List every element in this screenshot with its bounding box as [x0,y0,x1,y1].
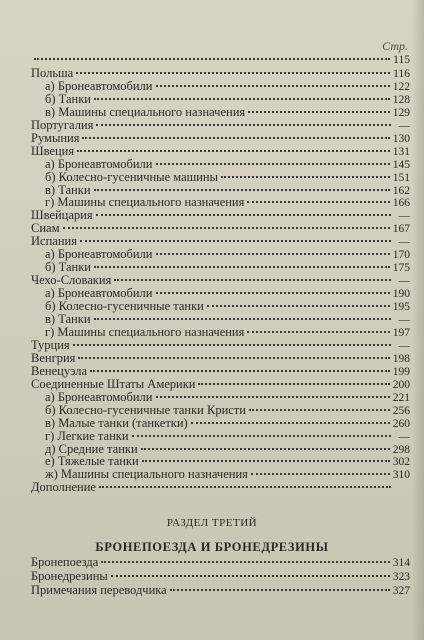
section-entry-page: 323 [392,571,410,583]
toc-entry [31,352,410,365]
toc-entry-label: д) Средние танки [45,441,138,456]
toc-entry-page: 175 [392,262,410,275]
toc-entry [45,196,410,209]
toc-entry [31,54,410,67]
dot-leader [114,279,391,281]
section-entry-page: 327 [392,585,410,597]
toc-entry-label: в) Малые танки (танкетки) [45,415,188,430]
toc-entry-page: 199 [392,365,410,378]
dot-leader [221,176,390,178]
toc-entry-page: 116 [393,68,410,80]
toc-entry-label: а) Бронеавтомобили [45,247,153,262]
toc-entry [31,378,410,391]
toc-entry-page: 190 [392,288,410,301]
toc-entry [31,209,410,222]
toc-entry-page: 130 [392,132,410,145]
toc-entry [45,171,410,184]
toc-entry-label: Португалия [31,117,94,132]
toc-entry [31,365,410,378]
dot-leader [96,124,391,126]
dot-leader [156,396,390,398]
section-number: РАЗДЕЛ ТРЕТИЙ [166,517,258,529]
toc-entry-label: Дополнение [31,480,96,495]
toc-entry [31,339,410,352]
dot-leader [94,189,390,191]
toc-entry [45,468,410,481]
dot-leader [96,214,391,216]
toc-entry-page: — [398,314,410,326]
dot-leader [247,201,389,203]
section-toc-entry [31,556,410,569]
toc-entry-label: е) Тяжелые танки [45,454,139,469]
toc-entry-page: — [398,430,410,443]
toc-entry-page: — [398,210,410,223]
toc-entry-page: 221 [392,391,410,404]
section-toc-entry [31,570,410,583]
toc-entry-label: Румыния [31,130,80,145]
toc-entry-label: Польша [31,66,74,80]
dot-leader [111,575,390,577]
toc-entry-label: Венгрия [31,350,76,365]
toc-entry-label: б) Танки [45,260,91,275]
toc-entry-label: Швейцария [31,208,93,223]
dot-leader [63,227,390,229]
toc-entry [45,404,410,417]
toc-entry [45,93,410,106]
toc-entry [45,158,410,171]
toc-entry-label: а) Бронеавтомобили [45,389,153,404]
toc-entry-page: 166 [392,197,410,210]
dot-leader [141,448,390,450]
toc-entry-page: 167 [392,223,410,236]
page-column-header: Стр. [382,39,408,53]
dot-leader [94,318,391,320]
toc-entry-label: Испания [31,234,77,249]
dot-leader [101,561,389,563]
toc-entry-label: в) Танки [45,312,91,326]
toc-entry-label: г) Машины специального назначения [45,324,245,339]
toc-entry [45,80,410,93]
dot-leader [132,435,391,437]
toc-entry-page: 256 [392,404,410,417]
toc-entry-page: — [398,339,410,352]
toc-entry [31,119,410,132]
toc-entry-page: 131 [392,145,410,158]
section-entry-label: Бронедрезины [31,569,108,583]
toc-entry [45,248,410,261]
section-entry-label: Примечания переводчика [31,583,167,597]
toc-entry-label: г) Машины специального назначения [45,195,245,210]
dot-leader [191,422,390,424]
toc-entry-page: 260 [392,417,410,430]
toc-entry-page: — [398,275,410,288]
toc-entry-page: 198 [392,352,410,365]
dot-leader [156,163,390,165]
toc-entry [31,132,410,145]
dot-leader [77,150,390,152]
toc-entry-label: а) Бронеавтомобили [45,78,153,93]
section-entry-label: Бронепоезда [31,555,99,569]
dot-leader [251,473,390,475]
toc-entry-label: в) Танки [45,182,91,197]
toc-entry-page: — [398,236,410,249]
dot-leader [198,383,389,385]
dot-leader [80,240,391,242]
toc-entry [31,145,410,158]
toc-entry [31,481,410,494]
dot-leader [94,266,390,268]
toc-entry-page: 129 [392,106,410,119]
dot-leader [73,344,391,346]
dot-leader [170,589,390,591]
section-toc-entry [31,584,410,597]
toc-entry-page: 162 [392,184,410,197]
toc-entry-label: б) Колесно-гусеничные машины [45,169,219,184]
dot-leader [78,357,389,359]
toc-entry-label: б) Колесно-гусеничные танки Кристи [45,402,246,417]
toc-entry [45,326,410,339]
toc-entry [45,300,410,313]
toc-entry-label: Чехо-Словакия [31,273,112,288]
dot-leader [207,305,390,307]
page-edge-shadow [412,0,424,640]
toc-entry-page: 298 [392,443,410,456]
toc-entry-label: Соединенные Штаты Америки [31,376,196,391]
toc-entry-page: 310 [392,469,410,482]
dot-leader [156,85,390,87]
dot-leader [82,137,389,139]
toc-entry-label: Сиам [31,221,60,236]
toc-entry-page: 122 [392,80,410,93]
dot-leader [156,292,390,294]
section-entry-page: 314 [392,557,410,569]
dot-leader [142,460,390,462]
dot-leader [248,111,390,113]
toc-entry-page: 128 [392,93,410,106]
toc-entry-page: 151 [392,171,410,184]
toc-entry-page: 145 [392,158,410,171]
toc-entry [45,391,410,404]
dot-leader [156,253,390,255]
dot-leader [99,486,391,488]
dot-leader [94,98,390,100]
toc-entry-label: в) Машины специального назначения [45,104,246,119]
dot-leader [76,72,390,74]
toc-entry [31,222,410,235]
toc-entry-label: Швеция [31,143,75,158]
toc-entry-label: а) Бронеавтомобили [45,156,153,171]
toc-entry-page: — [398,119,410,132]
toc-entry-label: Турция [31,337,70,352]
toc-entry-page: 197 [392,326,410,339]
section-heading: БРОНЕПОЕЗДА И БРОНЕДРЕЗИНЫ [95,540,329,554]
toc-entry-label: б) Танки [45,91,91,106]
dot-leader [34,58,390,60]
toc-entry [45,417,410,430]
toc-entry-page: 170 [392,249,410,262]
toc-entry-label: г) Легкие танки [45,428,129,443]
toc-entry-page: 115 [393,54,410,66]
toc-entry-label: ж) Машины специального назначения [45,467,248,482]
toc-entry-page: 200 [392,378,410,391]
toc-entry-page: 302 [392,456,410,469]
toc-entry-label: Венецуэла [31,363,87,378]
toc-entry [45,430,410,443]
toc-entry-page: 195 [392,301,410,313]
dot-leader [90,370,390,372]
dot-leader [247,331,389,333]
dot-leader [249,409,390,411]
toc-entry-label: а) Бронеавтомобили [45,286,153,301]
toc-entry [45,106,410,119]
toc-entry-label: б) Колесно-гусеничные танки [45,299,204,313]
